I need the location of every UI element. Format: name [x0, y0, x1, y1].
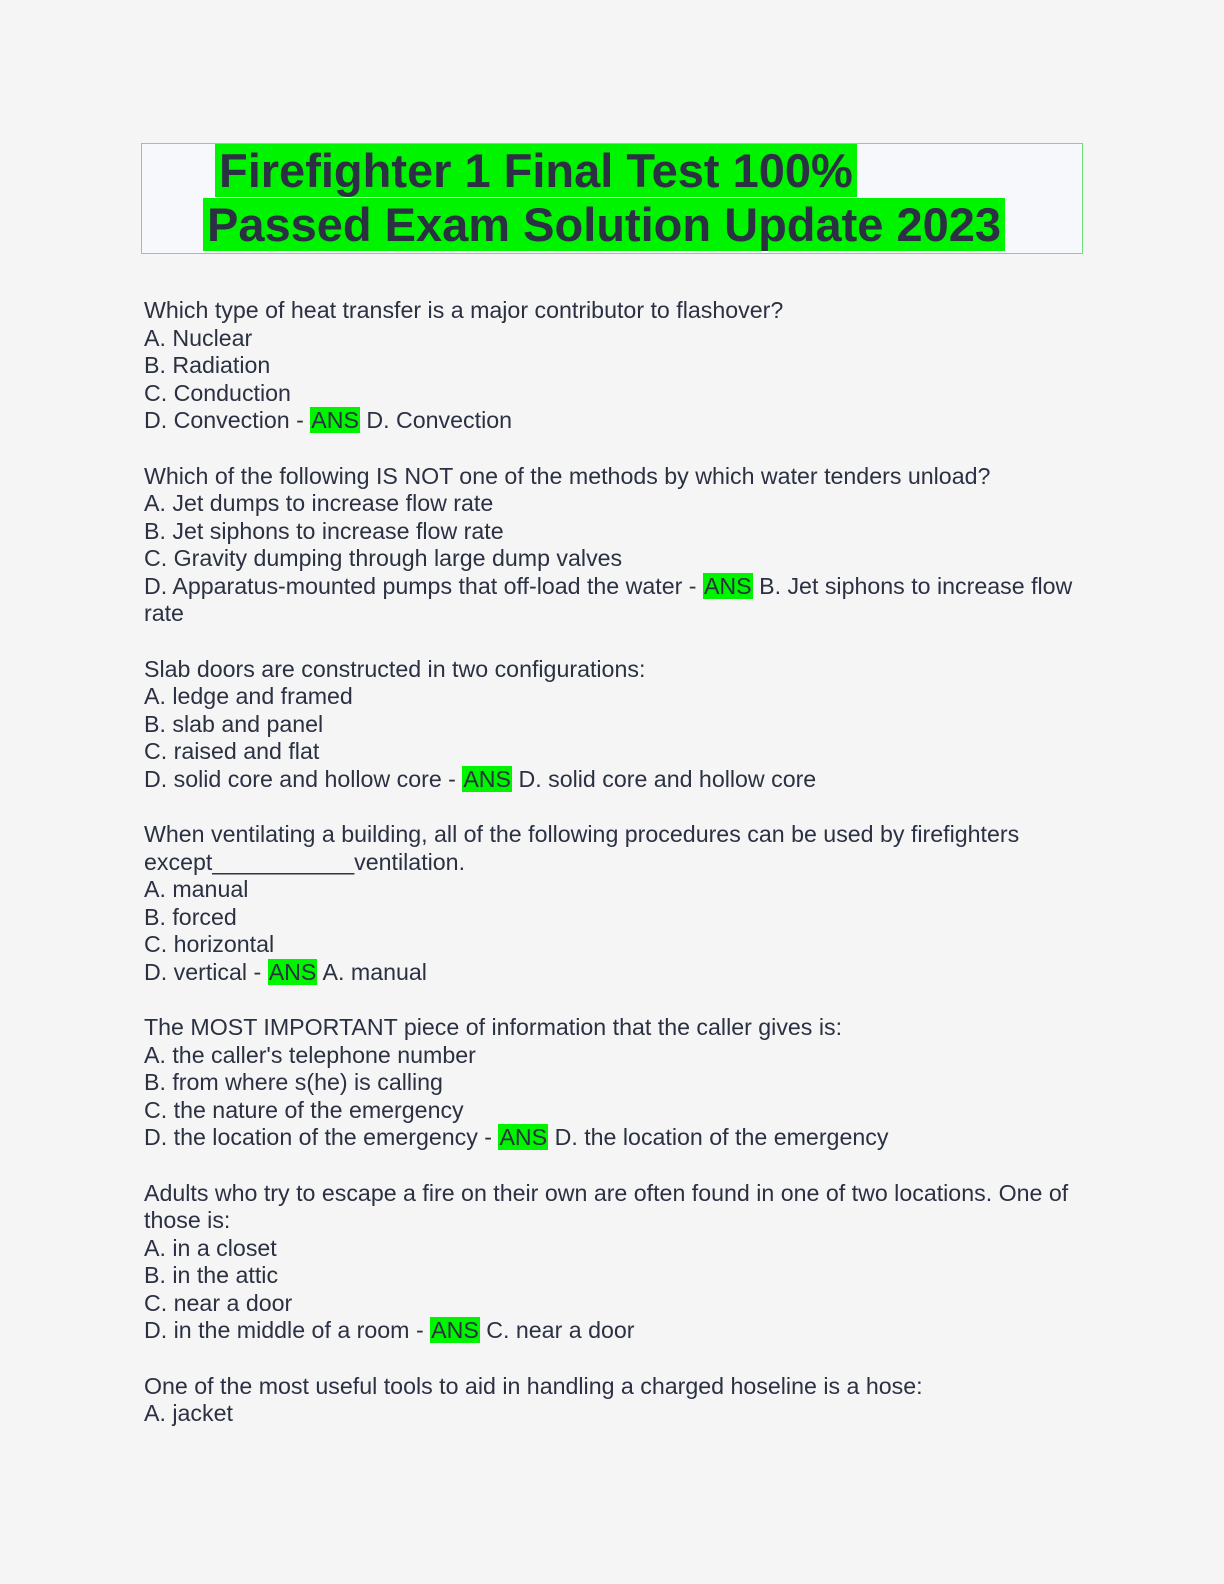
- answer-option-with-key: D. Convection - ANS D. Convection: [144, 407, 513, 433]
- answer-option: D. solid core and hollow core: [144, 765, 442, 792]
- answer-option-with-key: D. solid core and hollow core - ANS D. solid core and hollow core: [144, 765, 817, 792]
- question-list: [144, 297, 1079, 1456]
- ans-highlight: ANS: [463, 765, 512, 792]
- ans-highlight: ANS: [431, 1317, 479, 1343]
- answer-option: C. Gravity dumping through large dump valves: [144, 545, 623, 571]
- answer-option: A. jacket: [144, 1400, 233, 1426]
- answer-option: B. forced: [144, 903, 237, 930]
- question-block: [144, 1180, 1079, 1345]
- question-text: When ventilating a building, all of the following procedures can be used by firefighters except___________ventilation.: [144, 821, 1026, 875]
- answer-option: A. Nuclear: [144, 324, 253, 351]
- question-text: Which type of heat transfer is a major contributor to flashover?: [144, 297, 784, 323]
- question-block: [144, 297, 1079, 435]
- answer-option: B. from where s(he) is calling: [144, 1069, 443, 1095]
- question-text: The MOST IMPORTANT piece of information that the caller gives is:: [144, 1014, 843, 1040]
- question-text: Slab doors are constructed in two configurations:: [144, 655, 646, 682]
- answer-option: A. manual: [144, 876, 249, 902]
- answer-option: D. Convection: [144, 407, 290, 433]
- answer-option: A. Jet dumps to increase flow rate: [144, 490, 494, 516]
- question-block: [144, 821, 1079, 986]
- answer-option: D. Apparatus-mounted pumps that off-load the water: [144, 572, 683, 599]
- answer-option: D. in the middle of a room: [144, 1317, 410, 1343]
- question-block: [144, 1373, 1079, 1428]
- ans-highlight: ANS: [703, 572, 752, 599]
- answer-option: D. the location of the emergency: [144, 1124, 478, 1150]
- ans-highlight: ANS: [311, 407, 359, 433]
- answer-option: A. ledge and framed: [144, 683, 353, 709]
- answer-option: B. Jet siphons to increase flow rate: [144, 517, 504, 544]
- answer-option-with-key: D. in the middle of a room - ANS C. near a door: [144, 1317, 635, 1343]
- correct-answer: C. near a door: [486, 1317, 635, 1343]
- question-block: [144, 1014, 1079, 1152]
- correct-answer: D. Convection: [366, 407, 513, 433]
- answer-option: C. the nature of the emergency: [144, 1096, 464, 1123]
- ans-highlight: ANS: [499, 1124, 548, 1150]
- answer-option: C. horizontal: [144, 931, 275, 957]
- answer-option: B. Radiation: [144, 352, 271, 378]
- ans-highlight: ANS: [268, 958, 317, 985]
- answer-option: A. in a closet: [144, 1234, 277, 1261]
- answer-option-with-key: D. Apparatus-mounted pumps that off-load the water - ANS B. Jet siphons to increase flow rate: [144, 572, 1079, 626]
- answer-option-with-key: D. the location of the emergency - ANS D. the location of the emergency: [144, 1124, 889, 1150]
- answer-option: B. in the attic: [144, 1262, 279, 1288]
- correct-answer: D. the location of the emergency: [554, 1124, 889, 1150]
- answer-option: C. raised and flat: [144, 738, 320, 764]
- title-highlight-1: Firefighter 1 Final Test 100%: [215, 144, 857, 197]
- answer-option: C. near a door: [144, 1289, 293, 1316]
- question-text: Which of the following IS NOT one of the methods by which water tenders unload?: [144, 462, 991, 489]
- answer-option: A. the caller's telephone number: [144, 1041, 476, 1068]
- document-title-line-1: [215, 145, 857, 197]
- answer-option-with-key: D. vertical - ANS A. manual: [144, 958, 427, 985]
- question-text: Adults who try to escape a fire on their own are often found in one of two locations. One of those is:: [144, 1179, 1075, 1233]
- correct-answer: A. manual: [322, 958, 427, 985]
- title-highlight-2: Passed Exam Solution Update 2023: [203, 198, 1005, 251]
- correct-answer: B. Jet siphons to increase flow rate: [144, 572, 1079, 626]
- correct-answer: D. solid core and hollow core: [518, 765, 817, 792]
- question-block: [144, 463, 1079, 628]
- question-text: One of the most useful tools to aid in handling a charged hoseline is a hose:: [144, 1372, 923, 1399]
- answer-option: D. vertical: [144, 958, 248, 985]
- document-title-line-2: [203, 199, 1005, 251]
- answer-option: C. Conduction: [144, 379, 291, 406]
- question-block: [144, 656, 1079, 794]
- answer-option: B. slab and panel: [144, 710, 324, 737]
